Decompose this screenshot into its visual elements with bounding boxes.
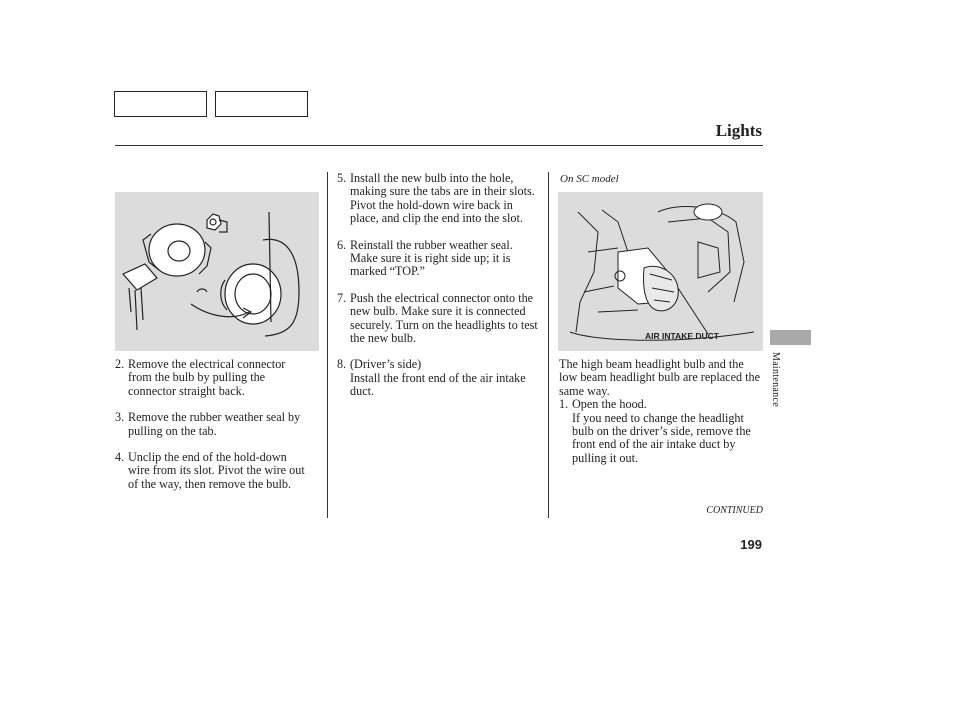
step-text: Remove the electrical connector from the bulb by pulling the connector straight back.: [128, 357, 286, 398]
maintenance-tab-marker[interactable]: [770, 330, 811, 345]
step-6: [337, 239, 541, 279]
side-tab-label: Maintenance: [770, 352, 781, 407]
step-1-title: Open the hood.: [572, 397, 647, 412]
air-intake-duct-figure: [558, 192, 763, 351]
step-number: 1.: [559, 397, 569, 412]
step-text: (Driver’s side) Install the front end of the air intake duct.: [350, 357, 526, 399]
page-title: Lights: [715, 121, 762, 140]
step-2: [115, 358, 311, 398]
figure-caption: On SC model: [560, 173, 619, 185]
step-number: 3.: [115, 410, 125, 425]
continued-label: CONTINUED: [706, 505, 763, 516]
step-number: 2.: [115, 357, 125, 371]
column-divider-1: [327, 172, 328, 518]
step-number: 7.: [337, 290, 347, 305]
step-text: Install the new bulb into the hole, making sure the tabs are in their slots. Pivot the hold-down wire back in place, and clip the end into the slot.: [350, 171, 535, 226]
step-1: [559, 398, 765, 465]
step-5: [337, 172, 541, 226]
nav-box-left[interactable]: [114, 91, 207, 117]
column-divider-2: [548, 172, 549, 518]
step-number: 4.: [115, 450, 125, 465]
step-7: [337, 292, 541, 346]
step-4: [115, 451, 311, 491]
step-number: 5.: [337, 171, 347, 185]
step-text: Reinstall the rubber weather seal. Make sure it is right side up; it is marked “TOP.”: [350, 237, 513, 279]
step-1-text: If you need to change the headlight bulb on the driver’s side, remove the front end of the air intake duct by pulling it out.: [572, 410, 751, 465]
step-text: Unclip the end of the hold-down wire from its slot. Pivot the wire out of the way, then remove the bulb.: [128, 450, 305, 491]
step-8: [337, 358, 541, 398]
header-rule: [115, 145, 763, 146]
intro-paragraph: The high beam headlight bulb and the low beam headlight bulb are replaced the same way.: [559, 357, 761, 398]
step-number: 8.: [337, 357, 347, 372]
step-text: Push the electrical connector onto the new bulb. Make sure it is connected securely. Turn on the headlights to test the new bulb.: [350, 290, 538, 346]
step-text: Remove the rubber weather seal by pulling on the tab.: [128, 410, 301, 438]
step-3: [115, 411, 311, 438]
page-number: 199: [740, 537, 762, 552]
engine-bay-diagram: [558, 192, 763, 351]
headlight-bulb-diagram: [115, 192, 319, 351]
right-column-text: [559, 358, 765, 465]
middle-column-steps: [337, 172, 541, 412]
figure-label-air-intake-duct: AIR INTAKE DUCT: [645, 331, 719, 341]
step-number: 6.: [337, 237, 347, 252]
left-column-steps: [115, 358, 311, 504]
bulb-removal-figure: [115, 192, 319, 351]
nav-box-right[interactable]: [215, 91, 308, 117]
